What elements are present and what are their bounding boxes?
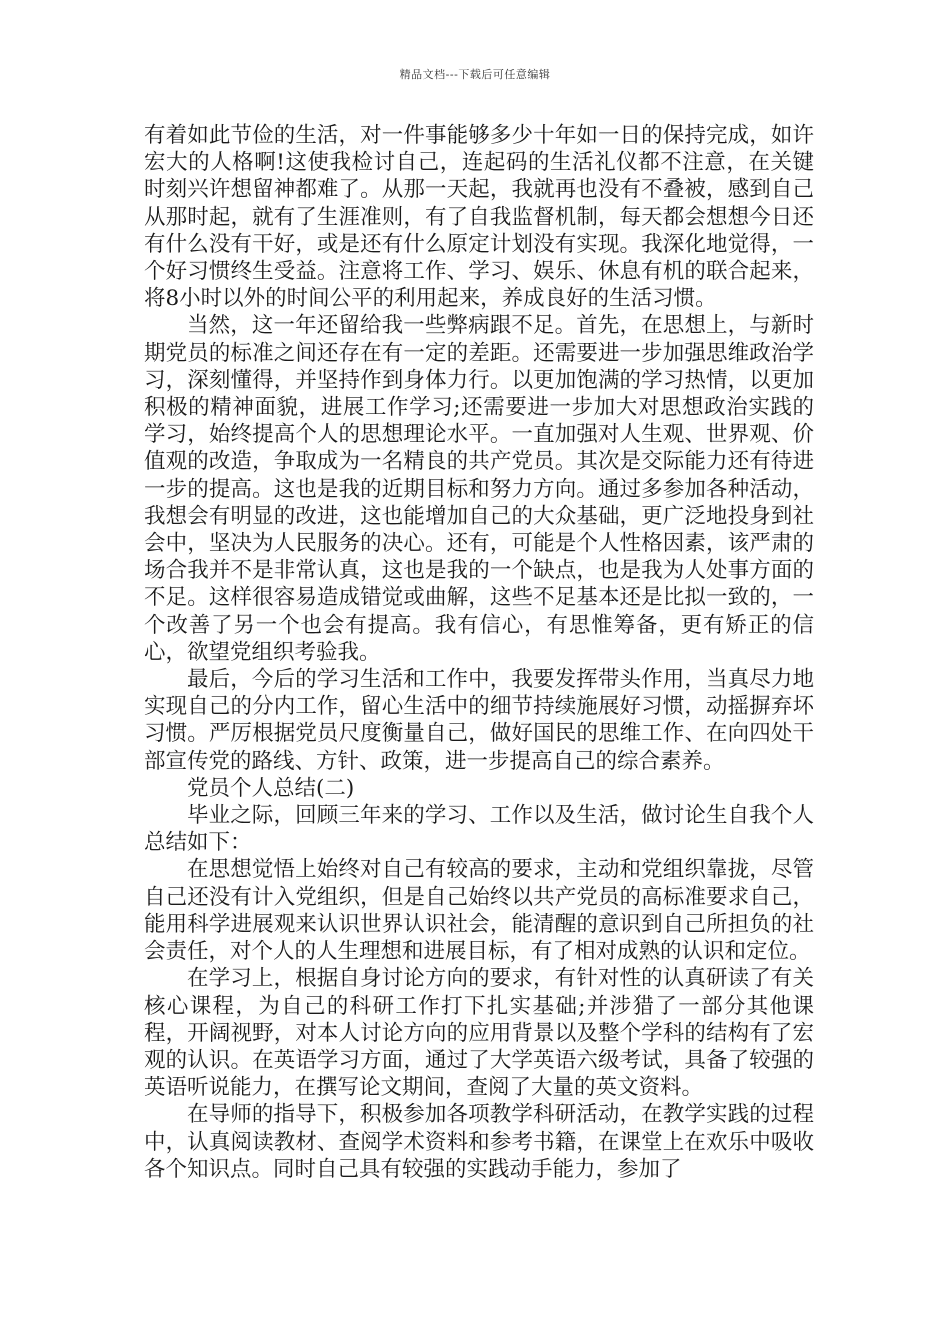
paragraph-8: 在导师的指导下，积极参加各项教学科研活动，在教学实践的过程中，认真阅读教材、查阅学术资料和参考书籍，在课堂上在欢乐中吸收各个知识点。同时自己具有较强的实践动手能力，参加了 [144, 1102, 814, 1182]
paragraph-5: 毕业之际，回顾三年来的学习、工作以及生活，做讨论生自我个人总结如下： [144, 803, 814, 856]
page-header: 精品文档---下载后可任意编辑 [399, 68, 551, 81]
document-body [144, 122, 814, 1183]
paragraph-3: 最后，今后的学习生活和工作中，我要发挥带头作用，当真尽力地实现自己的分内工作，留心生活中的细节持续施展好习惯，动摇摒弃坏习惯。严厉根据党员尺度衡量自己，做好国民的思维工作、在向四处干部宣传党的路线、方针、政策，进一步提高自己的综合素养。 [144, 667, 814, 774]
paragraph-2: 当然，这一年还留给我一些弊病跟不足。首先，在思想上，与新时期党员的标准之间还存在有一定的差距。还需要进一步加强思维政治学习，深刻懂得，并坚持作到身体力行。以更加饱满的学习热情，以更加积极的精神面貌，进展工作学习;还需要进一步加大对思想政治实践的学习，始终提高个人的思想理论水平。一直加强对人生观、世界观、价值观的改造，争取成为一名精良的共产党员。其次是交际能力还有待进一步的提高。这也是我的近期目标和努力方向。通过多参加各种活动，我想会有明显的改进，这也能增加自己的大众基础，更广泛地投身到社会中，坚决为人民服务的决心。还有，可能是个人性格因素，该严肃的场合我并不是非常认真，这也是我的一个缺点，也是我为人处事方面的不足。这样很容易造成错觉或曲解，这些不足基本还是比拟一致的，一个改善了另一个也会有提高。我有信心，有思惟筹备，更有矫正的信心，欲望党组织考验我。 [144, 313, 814, 665]
paragraph-7: 在学习上，根据自身讨论方向的要求，有针对性的认真研读了有关核心课程，为自己的科研工作打下扎实基础;并涉猎了一部分其他课程，开阔视野，对本人讨论方向的应用背景以及整个学科的结构有了宏观的认识。在英语学习方面，通过了大学英语六级考试，具备了较强的英语听说能力，在撰写论文期间，查阅了大量的英文资料。 [144, 966, 814, 1101]
section-heading: 党员个人总结(二) [187, 775, 355, 801]
paragraph-6: 在思想觉悟上始终对自己有较高的要求，主动和党组织靠拢，尽管自己还没有计入党组织，但是自己始终以共产党员的高标准要求自己，能用科学进展观来认识世界认识社会，能清醒的意识到自己所担负的社会责任，对个人的人生理想和进展目标，有了相对成熟的认识和定位。 [144, 857, 814, 965]
paragraph-1: 有着如此节俭的生活，对一件事能够多少十年如一日的保持完成，如许宏大的人格啊!这使我检讨自己，连起码的生活礼仪都不注意，在关键时刻兴许想留神都难了。从那一天起，我就再也没有不叠被，感到自己从那时起，就有了生涯准则，有了自我监督机制，每天都会想想今日还有什么没有干好，或是还有什么原定计划没有实现。我深化地觉得，一个好习惯终生受益。注意将工作、学习、娱乐、休息有机的联合起来，将8小时以外的时间公平的利用起来，养成良好的生活习惯。 [144, 123, 814, 312]
